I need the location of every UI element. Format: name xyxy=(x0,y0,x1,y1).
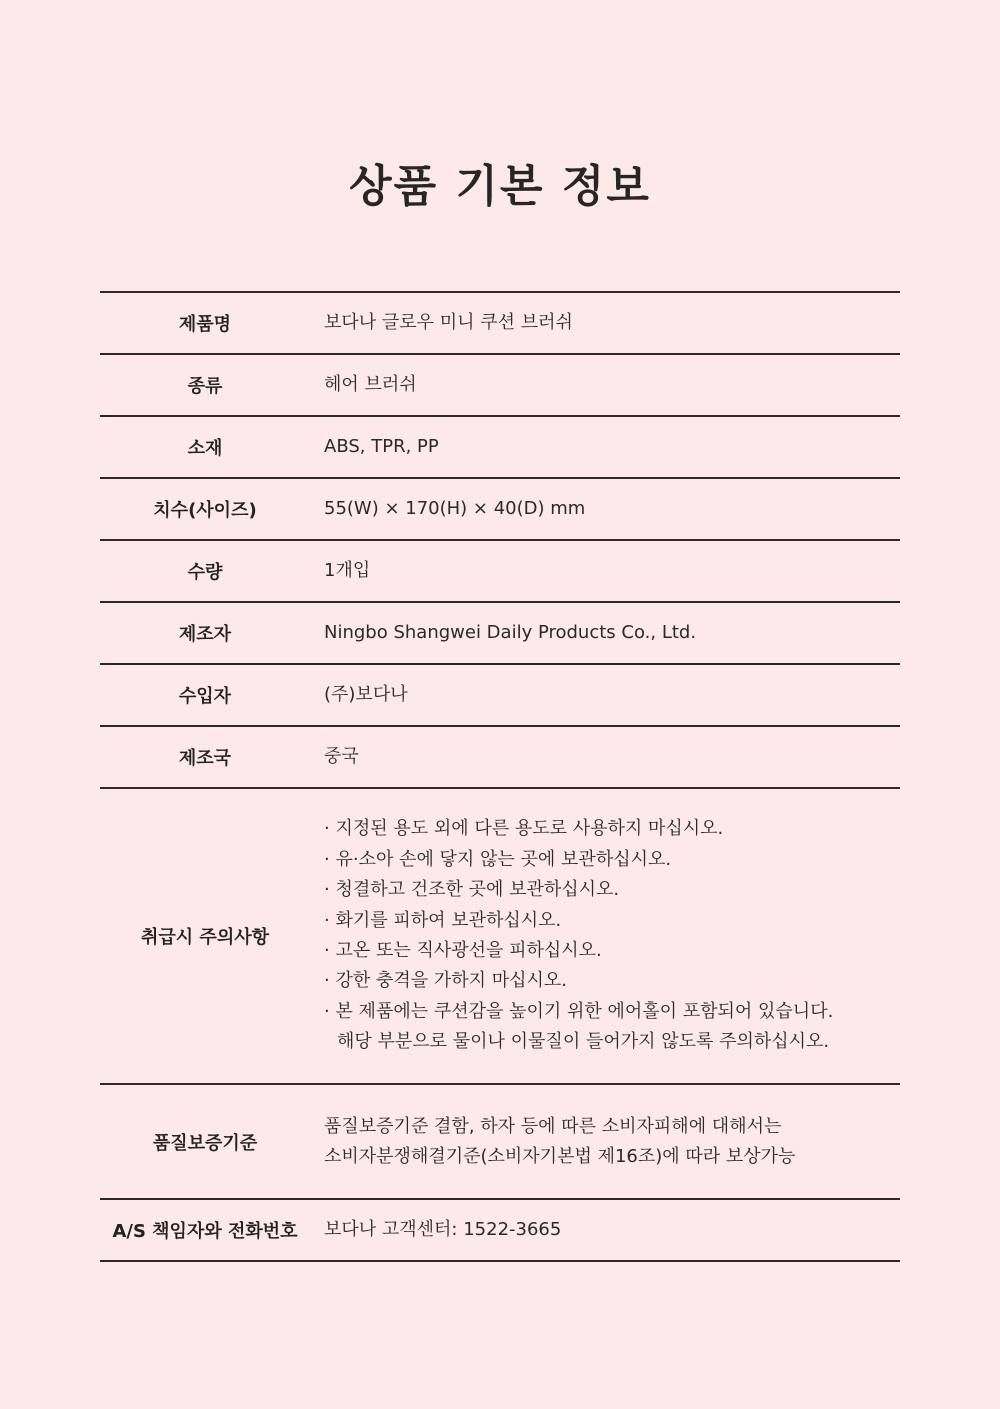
table-row-country-of-origin xyxy=(100,727,900,789)
row-label: 종류 xyxy=(187,376,223,397)
table-row-type xyxy=(100,355,900,417)
row-value: 1개입 xyxy=(324,560,371,581)
row-value: Ningbo Shangwei Daily Products Co., Ltd. xyxy=(324,622,697,643)
table-row-quality-standard xyxy=(100,1085,900,1200)
row-value: 헤어 브러쉬 xyxy=(324,374,417,395)
quality-text xyxy=(310,1112,795,1172)
caution-item: · 청결하고 건조한 곳에 보관하십시오. xyxy=(324,879,620,901)
row-label: A/S 책임자와 전화번호 xyxy=(112,1221,298,1242)
row-value: 보다나 고객센터: 1522-3665 xyxy=(324,1219,562,1240)
row-label: 제조국 xyxy=(178,748,232,769)
table-row-quantity xyxy=(100,541,900,603)
quality-line: 소비자분쟁해결기준(소비자기본법 제16조)에 따라 보상가능 xyxy=(324,1145,796,1167)
table-row-as-contact xyxy=(100,1200,900,1262)
row-value: 55(W) × 170(H) × 40(D) mm xyxy=(324,498,586,519)
page-title: 상품 기본 정보 xyxy=(349,161,651,212)
table-row-handling-cautions xyxy=(100,789,900,1085)
table-row-importer xyxy=(100,665,900,727)
table-row-material xyxy=(100,417,900,479)
caution-item: · 본 제품에는 쿠션감을 높이기 위한 에어홀이 포함되어 있습니다. xyxy=(324,1000,834,1022)
product-info-table xyxy=(100,291,900,1262)
table-row-manufacturer xyxy=(100,603,900,665)
caution-item-continuation: 해당 부분으로 물이나 이물질이 들어가지 않도록 주의하십시오. xyxy=(337,1031,830,1053)
caution-list xyxy=(310,814,833,1057)
row-value: (주)보다나 xyxy=(324,684,408,705)
caution-item: · 고온 또는 직사광선을 피하십시오. xyxy=(324,940,602,961)
quality-line: 품질보증기준 결함, 하자 등에 따른 소비자피해에 대해서는 xyxy=(324,1115,782,1137)
row-label: 품질보증기준 xyxy=(152,1132,258,1154)
caution-item: · 지정된 용도 외에 다른 용도로 사용하지 마십시오. xyxy=(324,818,724,840)
table-row-product-name xyxy=(100,293,900,355)
caution-item: · 화기를 피하여 보관하십시오. xyxy=(324,909,562,931)
row-label: 취급시 주의사항 xyxy=(141,927,269,948)
row-value: 중국 xyxy=(324,746,359,767)
row-label: 수량 xyxy=(187,562,223,583)
row-value: 보다나 글로우 미니 쿠션 브러쉬 xyxy=(324,312,573,333)
row-label: 수입자 xyxy=(178,686,232,707)
row-value: ABS, TPR, PP xyxy=(324,436,439,457)
caution-item: · 강한 충격을 가하지 마십시오. xyxy=(324,970,567,992)
row-label: 제품명 xyxy=(178,314,232,335)
row-label: 소재 xyxy=(187,438,223,459)
row-label: 치수(사이즈) xyxy=(153,500,257,521)
row-label: 제조자 xyxy=(178,624,232,645)
table-row-dimensions xyxy=(100,479,900,541)
caution-item: · 유·소아 손에 닿지 않는 곳에 보관하십시오. xyxy=(324,848,672,870)
